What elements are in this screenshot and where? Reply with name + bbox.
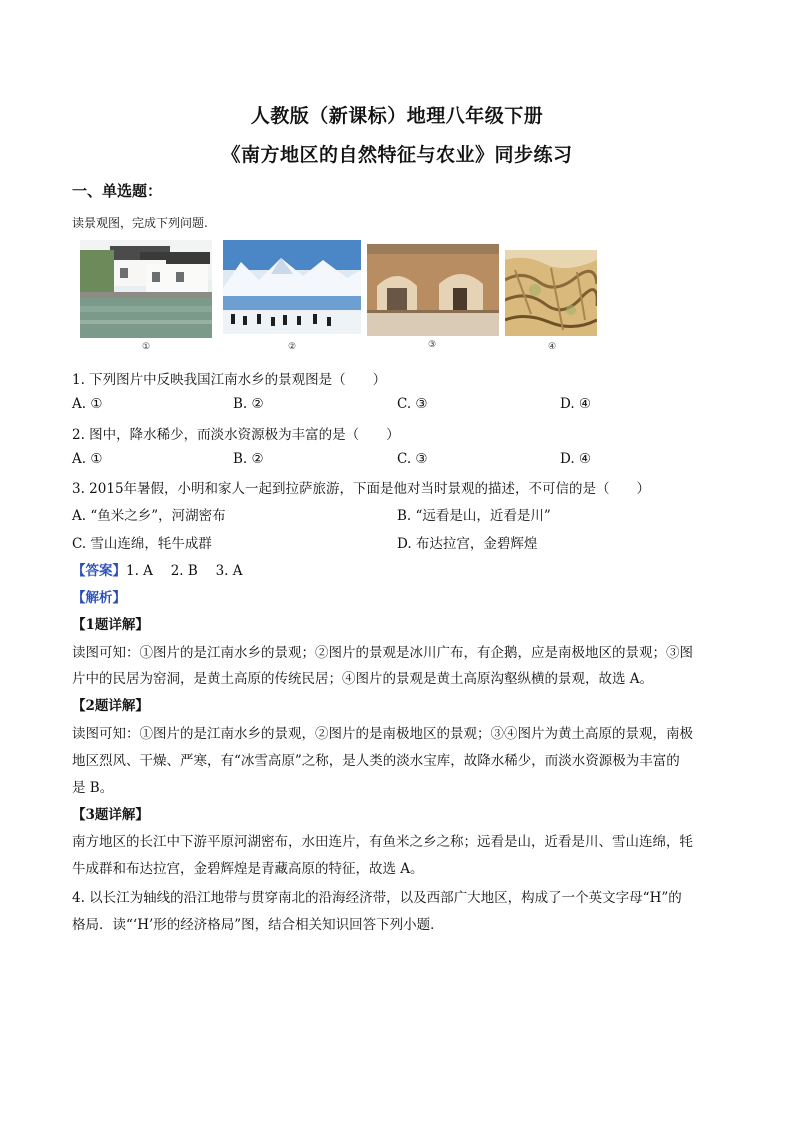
question-1-option-b: B. ② xyxy=(233,396,264,412)
answer-line xyxy=(72,559,243,579)
question-2-option-d: D. ④ xyxy=(560,451,592,467)
detail-1-line-1: 读图可知：①图片的是江南水乡的景观；②图片的景观是冰川广布，有企鹅，应是南极地区的景观；③图 xyxy=(72,645,693,661)
photo-caption-3: ③ xyxy=(427,340,437,350)
question-2-option-b: B. ② xyxy=(233,451,264,467)
question-1-option-a: A. ① xyxy=(72,396,103,412)
question-2-stem: 2. 图中，降水稀少，而淡水资源极为丰富的是（ ） xyxy=(72,427,400,443)
detail-2-line-2: 地区烈风、干燥、严寒，有“冰雪高原”之称，是人类的淡水宝库，故降水稀少，而淡水资源极为丰富的 xyxy=(72,753,680,769)
question-4-line-1: 4. 以长江为轴线的沿江地带与贯穿南北的沿海经济带，以及西部广大地区，构成了一个英文字母“H”的 xyxy=(72,890,682,906)
detail-2-line-1: 读图可知：①图片的是江南水乡的景观，②图片的是南极地区的景观；③④图片为黄土高原的景观，南极 xyxy=(72,726,693,742)
photo-loess-gullies xyxy=(505,250,597,336)
analysis-label: 【解析】 xyxy=(72,590,126,606)
photo-jiangnan-water-town xyxy=(80,240,212,338)
question-2-option-c: C. ③ xyxy=(397,451,428,467)
detail-3-line-2: 牛成群和布达拉宫，金碧辉煌是青藏高原的特征，故选 A。 xyxy=(72,861,424,877)
document-subtitle: 《南方地区的自然特征与农业》同步练习 xyxy=(221,144,573,166)
detail-1-label: 【1题详解】 xyxy=(72,617,149,633)
question-3-option-a: A. “鱼米之乡”，河湖密布 xyxy=(72,508,226,524)
section-heading: 一、单选题： xyxy=(72,182,163,200)
detail-1-line-2: 片中的民居为窑洞，是黄土高原的传统民居；④图片的景观是黄土高原沟壑纵横的景观，故选 A。 xyxy=(72,671,654,687)
detail-3-line-1: 南方地区的长江中下游平原河湖密布，水田连片，有鱼米之乡之称；远看是山，近看是川、雪山连绵，牦 xyxy=(72,834,693,850)
detail-3-label: 【3题详解】 xyxy=(72,807,149,823)
question-3-stem: 3. 2015年暑假，小明和家人一起到拉萨旅游，下面是他对当时景观的描述，不可信的是（ ） xyxy=(72,481,651,497)
photo-caption-1: ① xyxy=(141,342,151,352)
answer-label: 【答案】 xyxy=(72,563,126,579)
intro-text: 读景观图，完成下列问题. xyxy=(72,216,208,230)
detail-2-line-3: 是 B。 xyxy=(72,780,114,796)
photo-cave-dwelling xyxy=(367,244,499,336)
photo-antarctica-penguins xyxy=(223,240,361,334)
question-3-option-b: B. “远看是山，近看是川” xyxy=(397,508,551,524)
photo-caption-2: ② xyxy=(287,342,297,352)
question-3-option-c: C. 雪山连绵，牦牛成群 xyxy=(72,536,212,552)
detail-2-label: 【2题详解】 xyxy=(72,698,149,714)
question-1-option-d: D. ④ xyxy=(560,396,592,412)
question-1-option-c: C. ③ xyxy=(397,396,428,412)
question-1-stem: 1. 下列图片中反映我国江南水乡的景观图是（ ） xyxy=(72,372,387,388)
question-3-option-d: D. 布达拉宫，金碧辉煌 xyxy=(397,536,538,552)
answer-text: 1. A 2. B 3. A xyxy=(126,563,243,579)
photo-caption-4: ④ xyxy=(547,342,557,352)
question-4-line-2: 格局．读“‘H’形的经济格局”图，结合相关知识回答下列小题． xyxy=(72,917,444,933)
document-title: 人教版（新课标）地理八年级下册 xyxy=(250,105,544,127)
question-2-option-a: A. ① xyxy=(72,451,103,467)
